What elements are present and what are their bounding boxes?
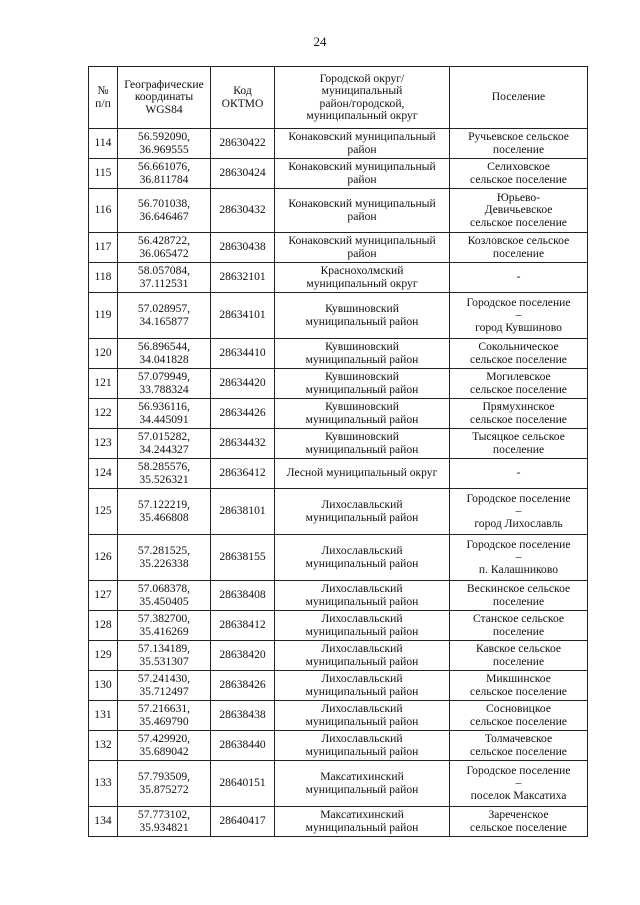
table-row xyxy=(89,189,588,233)
row-number: 133 xyxy=(89,761,118,807)
row-oktmo-code: 28630424 xyxy=(211,159,275,189)
table-body xyxy=(89,129,588,837)
row-coordinates: 58.057084, 37.112531 xyxy=(118,263,211,293)
table-row xyxy=(89,641,588,671)
table-row xyxy=(89,129,588,159)
row-oktmo-code: 28634410 xyxy=(211,339,275,369)
row-oktmo-code: 28638426 xyxy=(211,671,275,701)
row-coordinates: 56.428722, 36.065472 xyxy=(118,233,211,263)
row-coordinates: 57.281525, 35.226338 xyxy=(118,535,211,581)
row-oktmo-code: 28634101 xyxy=(211,293,275,339)
table-row xyxy=(89,369,588,399)
row-settlement: Козловское сельское поселение xyxy=(450,233,588,263)
row-settlement: Кавское сельское поселение xyxy=(450,641,588,671)
row-coordinates: 57.382700, 35.416269 xyxy=(118,611,211,641)
row-number: 126 xyxy=(89,535,118,581)
row-number: 125 xyxy=(89,489,118,535)
row-municipality: Лихославльский муниципальный район xyxy=(275,641,450,671)
row-oktmo-code: 28638408 xyxy=(211,581,275,611)
row-number: 132 xyxy=(89,731,118,761)
row-municipality: Лихославльский муниципальный район xyxy=(275,731,450,761)
row-municipality: Лесной муниципальный округ xyxy=(275,459,450,489)
row-oktmo-code: 28638155 xyxy=(211,535,275,581)
row-number: 127 xyxy=(89,581,118,611)
table-row xyxy=(89,429,588,459)
row-settlement: Толмачевское сельское поселение xyxy=(450,731,588,761)
row-number: 134 xyxy=(89,807,118,837)
row-municipality: Конаковский муниципальный район xyxy=(275,233,450,263)
row-oktmo-code: 28632101 xyxy=(211,263,275,293)
row-number: 119 xyxy=(89,293,118,339)
page-number: 24 xyxy=(313,34,327,49)
table-row xyxy=(89,611,588,641)
row-number: 123 xyxy=(89,429,118,459)
row-municipality: Лихославльский муниципальный район xyxy=(275,611,450,641)
row-settlement: Могилевское сельское поселение xyxy=(450,369,588,399)
row-coordinates: 56.701038, 36.646467 xyxy=(118,189,211,233)
row-oktmo-code: 28638101 xyxy=(211,489,275,535)
row-number: 118 xyxy=(89,263,118,293)
table-row xyxy=(89,293,588,339)
row-number: 124 xyxy=(89,459,118,489)
header-coordinates: Географические координаты WGS84 xyxy=(118,67,211,129)
row-settlement: Городское поселение – город Лихославль xyxy=(450,489,588,535)
row-settlement: Зареченское сельское поселение xyxy=(450,807,588,837)
row-settlement: Городское поселение – п. Калашниково xyxy=(450,535,588,581)
header-settlement: Поселение xyxy=(450,67,588,129)
row-oktmo-code: 28640151 xyxy=(211,761,275,807)
row-number: 131 xyxy=(89,701,118,731)
row-settlement: - xyxy=(450,459,588,489)
row-number: 117 xyxy=(89,233,118,263)
table-row xyxy=(89,807,588,837)
row-municipality: Конаковский муниципальный район xyxy=(275,159,450,189)
row-coordinates: 57.241430, 35.712497 xyxy=(118,671,211,701)
row-municipality: Кувшиновский муниципальный район xyxy=(275,399,450,429)
row-coordinates: 57.216631, 35.469790 xyxy=(118,701,211,731)
row-settlement: Юрьево- Девичьевское сельское поселение xyxy=(450,189,588,233)
table-row xyxy=(89,761,588,807)
row-number: 128 xyxy=(89,611,118,641)
row-number: 115 xyxy=(89,159,118,189)
table-row xyxy=(89,233,588,263)
row-coordinates: 57.122219, 35.466808 xyxy=(118,489,211,535)
row-oktmo-code: 28630432 xyxy=(211,189,275,233)
table-row xyxy=(89,399,588,429)
header-row xyxy=(89,67,588,129)
row-coordinates: 57.793509, 35.875272 xyxy=(118,761,211,807)
table-row xyxy=(89,671,588,701)
row-oktmo-code: 28630438 xyxy=(211,233,275,263)
table-row xyxy=(89,263,588,293)
row-municipality: Лихославльский муниципальный район xyxy=(275,535,450,581)
row-municipality: Кувшиновский муниципальный район xyxy=(275,429,450,459)
row-coordinates: 57.773102, 35.934821 xyxy=(118,807,211,837)
row-oktmo-code: 28634426 xyxy=(211,399,275,429)
row-coordinates: 56.896544, 34.041828 xyxy=(118,339,211,369)
row-settlement: Тысяцкое сельское поселение xyxy=(450,429,588,459)
row-oktmo-code: 28638412 xyxy=(211,611,275,641)
row-coordinates: 57.028957, 34.165877 xyxy=(118,293,211,339)
row-settlement: Городское поселение – город Кувшиново xyxy=(450,293,588,339)
row-oktmo-code: 28636412 xyxy=(211,459,275,489)
row-number: 116 xyxy=(89,189,118,233)
row-municipality: Конаковский муниципальный район xyxy=(275,189,450,233)
row-municipality: Максатихинский муниципальный район xyxy=(275,761,450,807)
table-row xyxy=(89,701,588,731)
table-row xyxy=(89,581,588,611)
table-row xyxy=(89,489,588,535)
row-oktmo-code: 28638420 xyxy=(211,641,275,671)
table-row xyxy=(89,459,588,489)
row-coordinates: 57.068378, 35.450405 xyxy=(118,581,211,611)
row-oktmo-code: 28638438 xyxy=(211,701,275,731)
row-settlement: Станское сельское поселение xyxy=(450,611,588,641)
row-settlement: Сокольническое сельское поселение xyxy=(450,339,588,369)
row-municipality: Кувшиновский муниципальный район xyxy=(275,369,450,399)
row-oktmo-code: 28634432 xyxy=(211,429,275,459)
table-row xyxy=(89,339,588,369)
header-municipality: Городской округ/ муниципальный район/городской, муниципальный округ xyxy=(275,67,450,129)
row-settlement: Вескинское сельское поселение xyxy=(450,581,588,611)
row-oktmo-code: 28638440 xyxy=(211,731,275,761)
row-number: 122 xyxy=(89,399,118,429)
table-row xyxy=(89,535,588,581)
row-coordinates: 58.285576, 35.526321 xyxy=(118,459,211,489)
row-coordinates: 57.015282, 34.244327 xyxy=(118,429,211,459)
table-row xyxy=(89,731,588,761)
row-coordinates: 57.134189, 35.531307 xyxy=(118,641,211,671)
header-num: № п/п xyxy=(89,67,118,129)
row-settlement: Микшинское сельское поселение xyxy=(450,671,588,701)
row-number: 120 xyxy=(89,339,118,369)
row-municipality: Кувшиновский муниципальный район xyxy=(275,293,450,339)
row-coordinates: 57.079949, 33.788324 xyxy=(118,369,211,399)
row-oktmo-code: 28640417 xyxy=(211,807,275,837)
row-settlement: Ручьевское сельское поселение xyxy=(450,129,588,159)
header-oktmo-code: Код ОКТМО xyxy=(211,67,275,129)
table-row xyxy=(89,159,588,189)
row-municipality: Кувшиновский муниципальный район xyxy=(275,339,450,369)
table-header xyxy=(89,67,588,129)
row-number: 130 xyxy=(89,671,118,701)
row-number: 129 xyxy=(89,641,118,671)
row-coordinates: 57.429920, 35.689042 xyxy=(118,731,211,761)
row-oktmo-code: 28630422 xyxy=(211,129,275,159)
row-number: 114 xyxy=(89,129,118,159)
row-municipality: Лихославльский муниципальный район xyxy=(275,581,450,611)
row-coordinates: 56.661076, 36.811784 xyxy=(118,159,211,189)
row-settlement: Сосновицкое сельское поселение xyxy=(450,701,588,731)
settlements-table xyxy=(88,66,588,837)
row-settlement: - xyxy=(450,263,588,293)
row-number: 121 xyxy=(89,369,118,399)
row-settlement: Селиховское сельское поселение xyxy=(450,159,588,189)
row-municipality: Краснохолмский муниципальный округ xyxy=(275,263,450,293)
row-municipality: Конаковский муниципальный район xyxy=(275,129,450,159)
row-settlement: Городское поселение – поселок Максатиха xyxy=(450,761,588,807)
row-oktmo-code: 28634420 xyxy=(211,369,275,399)
row-municipality: Максатихинский муниципальный район xyxy=(275,807,450,837)
row-coordinates: 56.592090, 36.969555 xyxy=(118,129,211,159)
row-municipality: Лихославльский муниципальный район xyxy=(275,701,450,731)
row-settlement: Прямухинское сельское поселение xyxy=(450,399,588,429)
row-coordinates: 56.936116, 34.445091 xyxy=(118,399,211,429)
row-municipality: Лихославльский муниципальный район xyxy=(275,489,450,535)
row-municipality: Лихославльский муниципальный район xyxy=(275,671,450,701)
